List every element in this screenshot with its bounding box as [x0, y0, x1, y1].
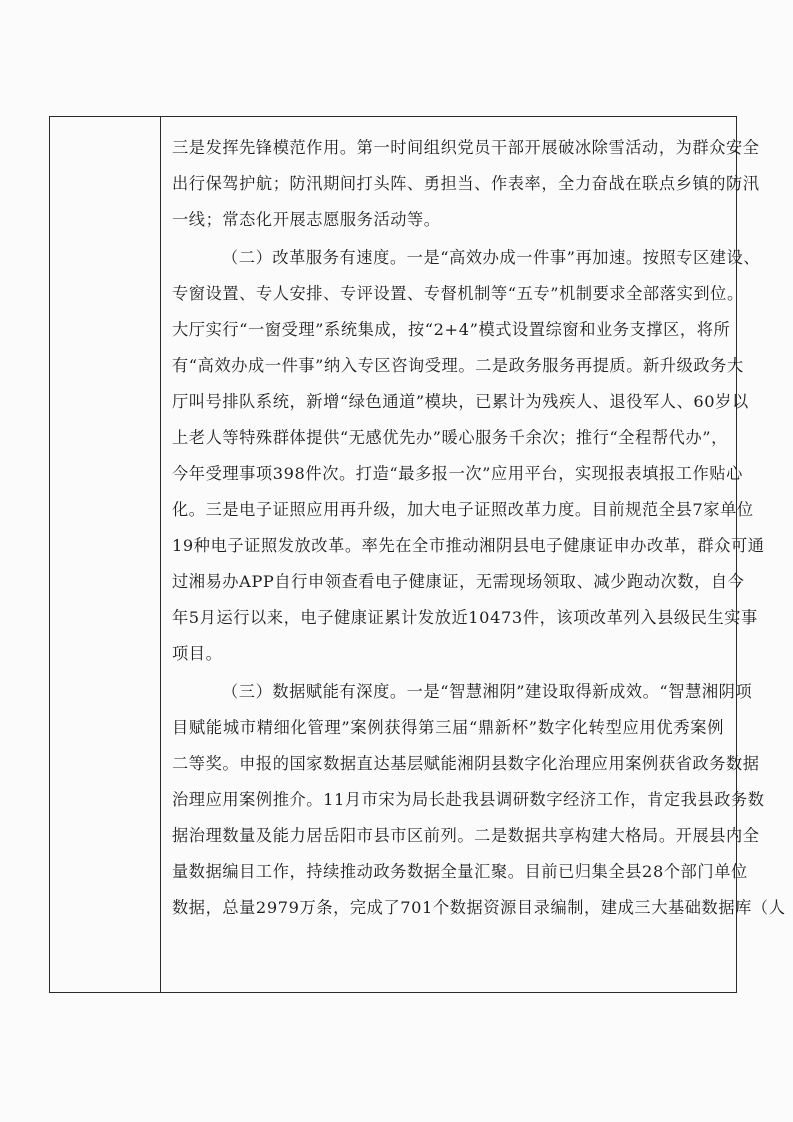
text-line: 量数据编目工作，持续推动政务数据全量汇聚。目前已归集全县28个部门单位: [172, 862, 748, 881]
text-line: 今年受理事项398件次。打造“最多报一次”应用平台，实现报表填报工作贴心: [172, 464, 743, 483]
text-line: 一线；常态化开展志愿服务活动等。: [172, 210, 441, 229]
section-heading-line: （三）数据赋能有深度。一是“智慧湘阴”建设取得新成效。“智慧湘阴项: [222, 682, 753, 701]
text-line: 专窗设置、专人安排、专评设置、专督机制等“五专”机制要求全部落实到位。: [172, 284, 744, 303]
text-line: 厅叫号排队系统，新增“绿色通道”模块，已累计为残疾人、退役军人、60岁以: [172, 392, 749, 411]
content-cell: [172, 116, 786, 993]
text-line: 19种电子证照发放改革。率先在全市推动湘阴县电子健康证申办改革，群众可通: [172, 536, 765, 555]
text-line: 数据，总量2979万条，完成了701个数据资源目录编制，建成三大基础数据库（人: [172, 898, 786, 917]
text-line: 目赋能城市精细化管理”案例获得第三届“鼎新杯”数字化转型应用优秀案例: [172, 718, 724, 737]
text-line: 项目。: [172, 644, 223, 663]
text-line: 化。三是电子证照应用再升级，加大电子证照改革力度。目前规范全县7家单位: [172, 500, 754, 519]
text-line: [172, 929, 724, 959]
text-line: 有“高效办成一件事”纳入专区咨询受理。二是政务服务再提质。新升级政务大: [172, 356, 744, 375]
text-line: 三是发挥先锋模范作用。第一时间组织党员干部开展破冰除雪活动，为群众安全: [172, 138, 760, 157]
section-heading-line: （二）改革服务有速度。一是“高效办成一件事”再加速。按照专区建设、: [222, 248, 761, 267]
text-line: 上老人等特殊群体提供“无感优先办”暖心服务千余次；推行“全程帮代办”，: [172, 428, 728, 447]
text-line: 出行保驾护航；防汛期间打头阵、勇担当、作表率，全力奋战在联点乡镇的防汛: [172, 174, 760, 193]
text-line: 据治理数量及能力居岳阳市县市区前列。二是数据共享构建大格局。开展县内全: [172, 826, 760, 845]
text-line: 过湘易办APP自行申领查看电子健康证，无需现场领取、减少跑动次数，自今: [172, 572, 745, 591]
text-line: 大厅实行“一窗受理”系统集成，按“2+4”模式设置综窗和业务支撑区，将所: [172, 320, 731, 339]
text-line: 治理应用案例推介。11月市宋为局长赴我县调研数字经济工作，肯定我县政务数: [172, 790, 765, 809]
text-line: 二等奖。申报的国家数据直达基层赋能湘阴县数字化治理应用案例获省政务数据: [172, 754, 760, 773]
column-divider: [160, 116, 161, 993]
text-line: 年5月运行以来，电子健康证累计发放近10473件，该项改革列入县级民生实事: [172, 608, 758, 627]
